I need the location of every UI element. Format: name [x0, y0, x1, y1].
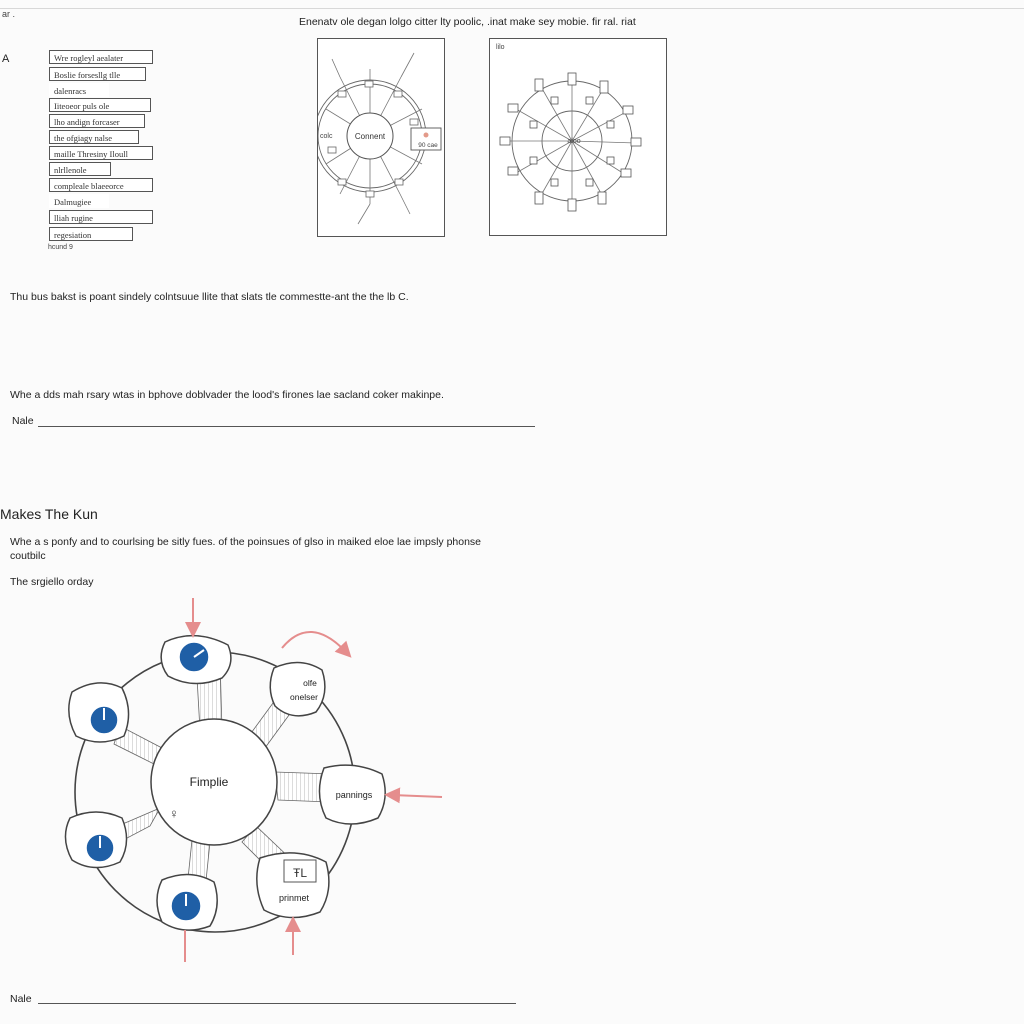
label-item: the ofgiagy nalse — [49, 130, 139, 144]
hub-glyph: ♀ — [169, 806, 179, 821]
label-item: compleale blaeeorce — [49, 178, 153, 192]
label-item: Boslie forsesllg tlle — [49, 67, 146, 81]
label-item: lho andign forcaser — [49, 114, 145, 128]
right-diagram-panel — [489, 38, 667, 236]
sentence-1: Thu bus bakst is poant sindely colntsuue llite that slats tle commestte-ant the the lb C. — [10, 291, 409, 303]
left-diagram-panel — [317, 38, 445, 237]
section-title: Makes The Kun — [0, 506, 98, 522]
node-label: pannings — [335, 790, 373, 800]
top-rule — [0, 0, 1024, 9]
node-label: olfe — [303, 678, 317, 688]
label-item: Wre rogleyl aealater — [49, 50, 153, 64]
label-item: Iiteoeor puls ole — [49, 98, 151, 112]
label-item: maille Thresiny Iloull — [49, 146, 153, 160]
top-heading: Enenatv ole degan lolgo citter lty poolic, .inat make sey mobie. fir ral. riat — [299, 16, 636, 28]
name-line[interactable] — [38, 426, 535, 427]
label-item: regesiation — [49, 227, 133, 241]
node-label: prinmet — [278, 893, 310, 903]
label-item: nlrllenole — [49, 162, 111, 176]
left-box-label: 90 cae — [418, 142, 438, 149]
name-label: Nale — [12, 415, 34, 427]
right-wheel-diagram — [490, 39, 666, 235]
left-hub-label: Connent — [354, 132, 386, 141]
labels-note: hcund 9 — [48, 244, 73, 251]
paragraph-line-2: coutbilc — [10, 550, 46, 562]
screen-glyph: ŦL — [292, 866, 308, 880]
paragraph-line-3: The srgiello orday — [10, 576, 94, 588]
label-item: lliah rugine — [49, 210, 153, 224]
label-item: dalenracs — [49, 83, 109, 97]
sentence-2: Whe a dds mah rsary wtas in bphove doblvader the lood's firones lae sacland coker makinpe. — [10, 389, 444, 401]
letter-label: A — [2, 53, 10, 65]
right-hub-label: aloo — [567, 138, 581, 145]
node-label: onelser — [290, 692, 318, 702]
paragraph-line-1: Whe a s ponfy and to courlsing be sitly fues. of the poinsues of glso in maiked eloe lae impsly phonse — [10, 536, 482, 548]
label-item: Dalmugiee — [49, 194, 109, 208]
corner-mark: ar . — [2, 9, 16, 19]
name-line-bottom[interactable] — [38, 1003, 516, 1004]
name-label-bottom: Nale — [10, 993, 32, 1005]
left-wheel-diagram — [318, 39, 444, 236]
left-side-label: colc — [320, 133, 333, 140]
hub-label: Fimplie — [189, 775, 229, 789]
main-wheel-diagram — [40, 590, 460, 970]
right-corner-label: lilo — [496, 44, 505, 51]
